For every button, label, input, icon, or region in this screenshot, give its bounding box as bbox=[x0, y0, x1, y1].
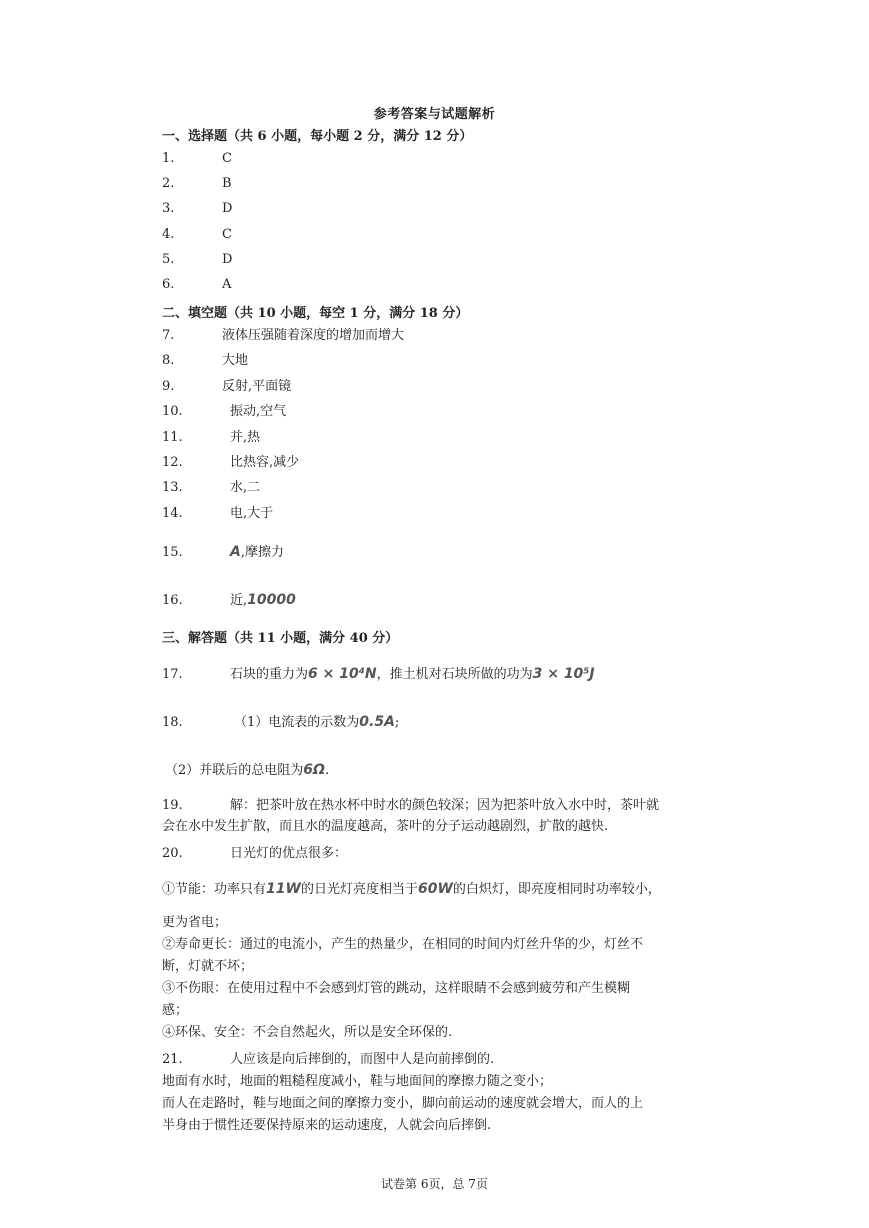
question-number: 11. bbox=[162, 430, 183, 445]
question-number: 5. bbox=[162, 252, 175, 267]
fill-row bbox=[162, 402, 286, 422]
math-answer: 10000 bbox=[247, 592, 296, 608]
answer: 电,大于 bbox=[230, 506, 274, 521]
answer: C bbox=[222, 151, 232, 166]
answer-text: 会在水中发生扩散，而且水的温度越高，茶叶的分子运动越剧烈，扩散的越快. bbox=[162, 819, 609, 834]
choice-row bbox=[162, 250, 232, 270]
answer-text: ,摩擦力 bbox=[240, 545, 284, 560]
answer-text: 断，灯就不坏； bbox=[162, 959, 254, 974]
answer-text: 近, bbox=[230, 593, 248, 608]
answer-text: 而人在走路时，鞋与地面之间的摩擦力变小，脚向前运动的速度就会增大，而人的上 bbox=[162, 1096, 644, 1111]
answer-text: ; bbox=[394, 715, 400, 730]
solve-19 bbox=[162, 795, 752, 837]
question-number: 14. bbox=[162, 506, 183, 521]
question-number: 9. bbox=[162, 379, 175, 394]
answer: 液体压强随着深度的增加而增大 bbox=[222, 328, 405, 343]
math-answer: 60W bbox=[417, 881, 453, 897]
fill-row-16 bbox=[162, 590, 296, 610]
answer: B bbox=[222, 176, 232, 191]
question-number: 2. bbox=[162, 176, 175, 191]
choice-row bbox=[162, 149, 232, 169]
math-answer: 6Ω bbox=[303, 762, 325, 778]
question-number: 4. bbox=[162, 227, 175, 242]
question-number: 16. bbox=[162, 593, 183, 608]
answer-text: 日光灯的优点很多： bbox=[230, 846, 348, 861]
solve-row-17 bbox=[162, 664, 595, 684]
question-number: 3. bbox=[162, 201, 175, 216]
answer-text: 的白炽灯，即亮度相同时功率较小， bbox=[452, 882, 661, 897]
answer-text: ④环保、安全：不会自然起火，所以是安全环保的. bbox=[162, 1025, 453, 1040]
question-number: 20. bbox=[162, 846, 183, 861]
question-number: 1. bbox=[162, 151, 175, 166]
answer-text: 解：把茶叶放在热水杯中时水的颜色较深；因为把茶叶放入水中时，茶叶就 bbox=[230, 798, 660, 813]
fill-row bbox=[162, 377, 291, 397]
math-answer: A bbox=[230, 544, 241, 560]
question-number: 13. bbox=[162, 480, 183, 495]
question-number: 6. bbox=[162, 277, 175, 292]
math-answer: 0.5A bbox=[359, 714, 395, 730]
question-number: 7. bbox=[162, 328, 175, 343]
math-answer: 3 × 10⁵J bbox=[532, 666, 595, 682]
answer-text: 半身由于惯性还要保持原来的运动速度，人就会向后摔倒. bbox=[162, 1118, 492, 1133]
answer-text: ，推土机对石块所做的功为 bbox=[376, 667, 533, 682]
solve-21 bbox=[162, 1049, 742, 1137]
section-fill-heading: 二、填空题（共 10 小题，每空 1 分，满分 18 分） bbox=[162, 306, 469, 321]
answer-text: ①节能：功率只有 bbox=[162, 882, 267, 897]
fill-row bbox=[162, 351, 248, 371]
fill-row-15 bbox=[162, 542, 284, 562]
solve-row-18b bbox=[165, 760, 329, 780]
question-number: 12. bbox=[162, 455, 183, 470]
answer-text: 人应该是向后摔倒的，而图中人是向前摔倒的. bbox=[230, 1052, 495, 1067]
question-number: 21. bbox=[162, 1052, 183, 1067]
question-number: 17. bbox=[162, 667, 183, 682]
answer: 并,热 bbox=[230, 430, 261, 445]
fill-row bbox=[162, 504, 273, 524]
question-number: 8. bbox=[162, 353, 175, 368]
solve-20-body bbox=[162, 912, 742, 1044]
choice-row bbox=[162, 199, 232, 219]
section-choice-heading: 一、选择题（共 6 小题，每小题 2 分，满分 12 分） bbox=[162, 129, 473, 144]
answer-text: ②寿命更长：通过的电流小，产生的热量少，在相同的时间内灯丝升华的少，灯丝不 bbox=[162, 937, 644, 952]
answer-text: （1）电流表的示数为 bbox=[234, 715, 360, 730]
answer: D bbox=[222, 201, 233, 216]
choice-row bbox=[162, 275, 231, 295]
answer-text: 石块的重力为 bbox=[230, 667, 309, 682]
question-number: 10. bbox=[162, 404, 183, 419]
fill-row bbox=[162, 453, 299, 473]
answer-text: 感； bbox=[162, 1003, 189, 1018]
answer-text: . bbox=[324, 763, 330, 778]
page-footer: 试卷第 6页，总 7页 bbox=[381, 1177, 488, 1191]
answer: 大地 bbox=[222, 353, 249, 368]
answer: C bbox=[222, 227, 232, 242]
answer: 反射,平面镜 bbox=[222, 379, 292, 394]
choice-row bbox=[162, 225, 232, 245]
answer-text: 地面有水时，地面的粗糙程度减小，鞋与地面间的摩擦力随之变小； bbox=[162, 1074, 553, 1089]
solve-row-18 bbox=[162, 712, 399, 732]
section-solve-heading: 三、解答题（共 11 小题，满分 40 分） bbox=[162, 631, 399, 646]
question-number: 19. bbox=[162, 798, 183, 813]
page-title: 参考答案与试题解析 bbox=[373, 107, 496, 122]
answer: A bbox=[222, 277, 232, 292]
answer: D bbox=[222, 252, 233, 267]
answer-text: ③不伤眼：在使用过程中不会感到灯管的跳动，这样眼睛不会感到疲劳和产生模糊 bbox=[162, 981, 631, 996]
math-answer: 6 × 10⁴N bbox=[308, 666, 377, 682]
answer-text: （2）并联后的总电阻为 bbox=[165, 763, 304, 778]
answer: 比热容,减少 bbox=[230, 455, 300, 470]
fill-row bbox=[162, 428, 260, 448]
answer: 水,二 bbox=[230, 480, 261, 495]
fill-row bbox=[162, 478, 260, 498]
math-answer: 11W bbox=[266, 881, 301, 897]
answer: 振动,空气 bbox=[230, 404, 287, 419]
solve-20-head bbox=[162, 843, 752, 864]
question-number: 15. bbox=[162, 545, 183, 560]
fill-row bbox=[162, 326, 404, 346]
question-number: 18. bbox=[162, 715, 183, 730]
solve-20-p1 bbox=[162, 879, 752, 900]
answer-text: 的日光灯亮度相当于 bbox=[300, 882, 418, 897]
choice-row bbox=[162, 174, 232, 194]
answer-text: 更为省电； bbox=[162, 915, 228, 930]
